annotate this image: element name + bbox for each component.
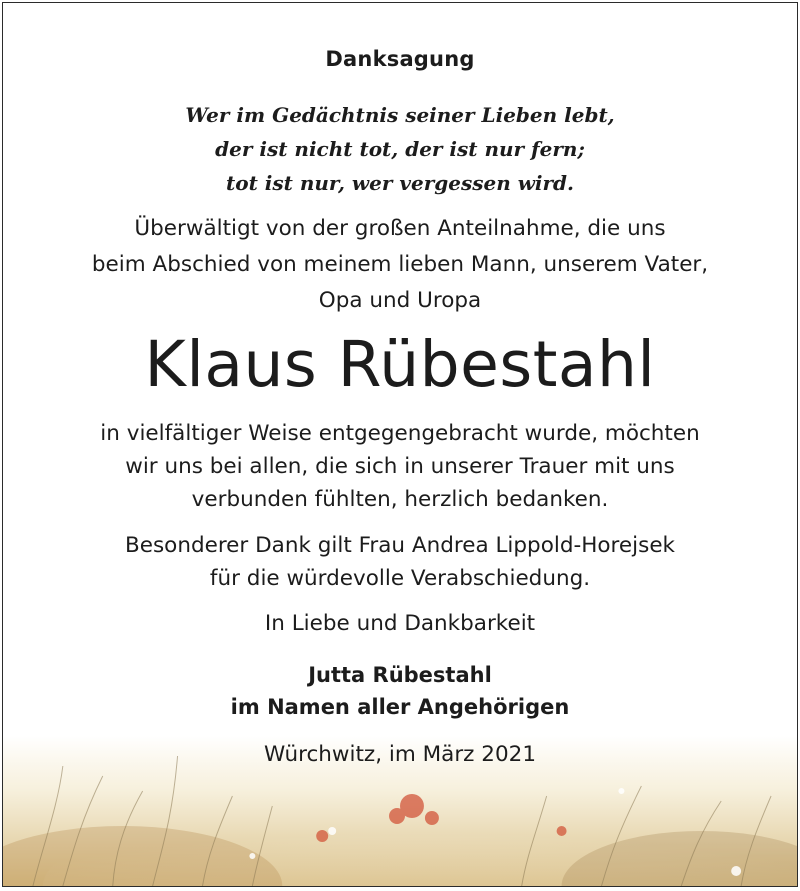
deceased-name: Klaus Rübestahl	[144, 328, 656, 401]
body-paragraph	[3, 417, 797, 516]
closing-line: In Liebe und Dankbarkeit	[264, 611, 536, 636]
special-thanks-paragraph	[3, 529, 797, 595]
poem-line: tot ist nur, wer vergessen wird.	[225, 171, 574, 195]
poem-verse	[3, 98, 797, 200]
poem-line: der ist nicht tot, der ist nur fern;	[215, 137, 585, 161]
heading-title: Danksagung	[325, 47, 475, 71]
intro-paragraph	[3, 211, 797, 319]
signature-block	[3, 659, 797, 723]
poem-line: Wer im Gedächtnis seiner Lieben lebt,	[185, 103, 615, 127]
intro-line: Überwältigt von der großen Anteilnahme, die uns	[134, 216, 666, 241]
place-date: Würchwitz, im März 2021	[263, 742, 537, 767]
signature-subline: im Namen aller Angehörigen	[230, 695, 570, 719]
special-thanks-line: für die würdevolle Verabschiedung.	[209, 566, 591, 591]
body-line: verbunden fühlten, herzlich bedanken.	[191, 487, 609, 512]
body-line: wir uns bei allen, die sich in unserer Trauer mit uns	[125, 454, 675, 479]
intro-line: beim Abschied von meinem lieben Mann, unserem Vater,	[91, 252, 709, 277]
intro-line: Opa und Uropa	[318, 288, 482, 313]
body-line: in vielfältiger Weise entgegengebracht wurde, möchten	[100, 421, 700, 446]
obituary-card	[2, 2, 798, 887]
special-thanks-line: Besonderer Dank gilt Frau Andrea Lippold-Horejsek	[124, 533, 675, 558]
signature-name: Jutta Rübestahl	[308, 663, 492, 687]
